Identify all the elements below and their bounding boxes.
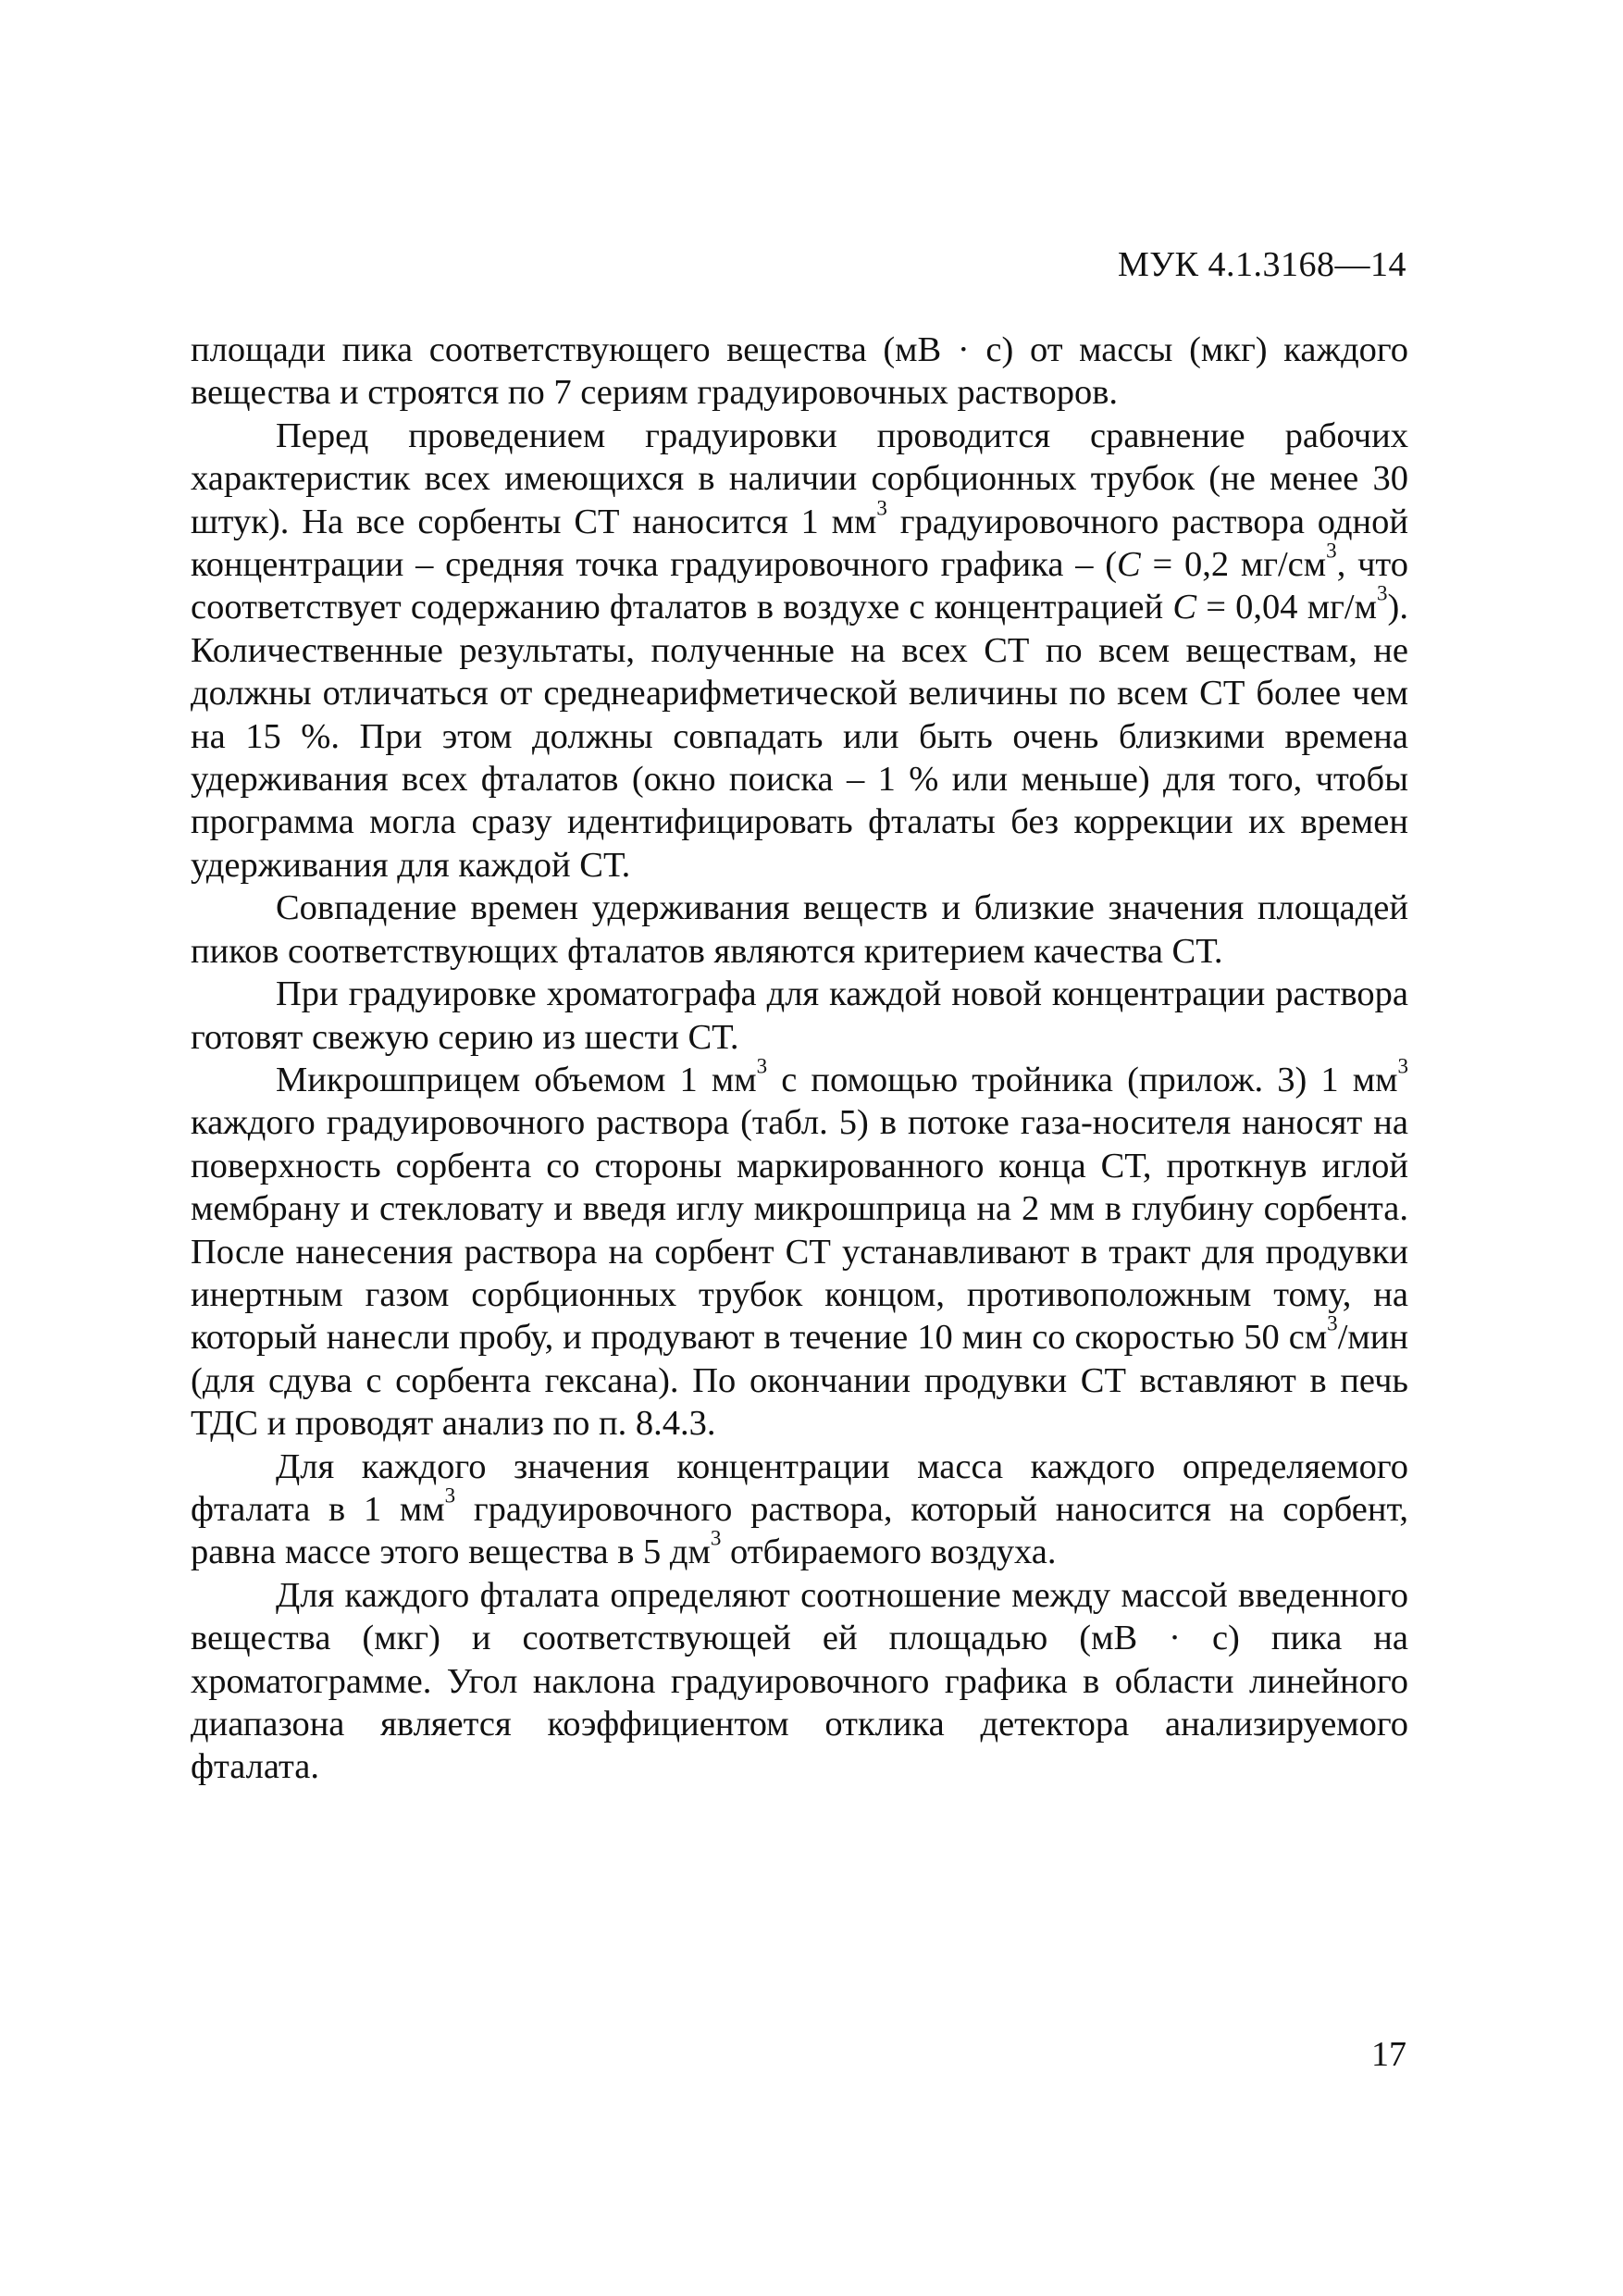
text-run: Для каждого фталата определяют соотношение между массой введенного вещества (мкг) и соответствующей ей площадью (мВ · с) пика на хроматограмме. Угол наклона градуировочного графика в области линейного диапазона является коэффициентом отклика детектора анализируемого фталата. [191,1575,1408,1787]
superscript: 3 [756,1053,768,1078]
italic-symbol: C [1117,545,1141,585]
paragraph [191,973,1408,1059]
paragraph [191,1446,1408,1574]
text-run: ). Количественные результаты, полученные на всех СТ по всем веществам, не должны отличаться от среднеарифметической величины по всем СТ более чем на 15 %. При этом должны совпадать или быть очень близкими времена удерживания всех фталатов (окно поиска – 1 % или меньше) для того, чтобы программа могла сразу идентифицировать фталаты без коррекции их времен удерживания для каждой СТ. [191,588,1408,885]
paragraph [191,1053,1408,1446]
paragraph [191,329,1408,415]
text-run: = 0,04 мг/м [1196,588,1377,627]
superscript: 3 [1397,1053,1408,1078]
text-run: /мин (для сдува с сорбента гексана). По окончании продувки СТ вставляют в печь ТДС и проводят анализ по п. 8.4.3. [191,1318,1408,1444]
text-run: градуировочного раствора, который наносится на сорбент, равна массе этого вещества в 5 дм [191,1489,1408,1572]
text-run: площади пика соответствующего вещества (мВ · с) от массы (мкг) каждого вещества и строятся по 7 сериям градуировочных растворов. [191,330,1408,413]
italic-symbol: C [1172,588,1197,627]
text-run: Перед проведением градуировки проводится сравнение рабочих характеристик всех имеющихся в наличии сорбционных трубок (не менее 30 штук). На все сорбенты СТ наносится 1 мм [191,416,1408,541]
body-text [191,329,1408,1789]
paragraph [191,1574,1408,1789]
page-number: 17 [1371,2035,1406,2074]
superscript: 3 [710,1525,722,1550]
text-run: с помощью тройника (прилож. 3) 1 мм [767,1060,1398,1099]
superscript: 3 [1377,580,1388,605]
text-run: Микрошприцем объемом 1 мм [276,1060,757,1099]
text-run: отбираемого воздуха. [721,1533,1057,1572]
text-run: каждого градуировочного раствора (табл. 5) в потоке газа-носителя наносят на поверхность сорбента со стороны маркированного конца СТ, проткнув иглой мембрану и стекловату и введя иглу микрошприца на 2 мм в глубину сорбента. После нанесения раствора на сорбент СТ устанавливают в тракт для продувки инертным газом сорбционных трубок концом, противоположным тому, на который нанесли пробу, и продувают в течение 10 мин со скоростью 50 см [191,1103,1408,1358]
text-run: = 0,2 мг/см [1140,545,1327,585]
superscript: 3 [1326,538,1337,563]
text-run: градуировочного раствора одной концентрации – средняя точка градуировочного графика – ( [191,502,1408,585]
text-run: Для каждого значения концентрации масса каждого определяемого фталата в 1 мм [191,1446,1408,1529]
document-code-header: МУК 4.1.3168—14 [1117,245,1406,284]
paragraph [191,415,1408,887]
superscript: 3 [876,495,887,519]
text-run: При градуировке хроматографа для каждой новой концентрации раствора готовят свежую серию из шести СТ. [191,974,1408,1057]
superscript: 3 [1327,1310,1338,1335]
superscript: 3 [444,1483,456,1508]
paragraph [191,887,1408,973]
text-run: , что соответствует содержанию фталатов в воздухе с концентрацией [191,545,1408,627]
text-run: Совпадение времен удерживания веществ и близкие значения площадей пиков соответствующих фталатов являются критерием качества СТ. [191,888,1408,971]
